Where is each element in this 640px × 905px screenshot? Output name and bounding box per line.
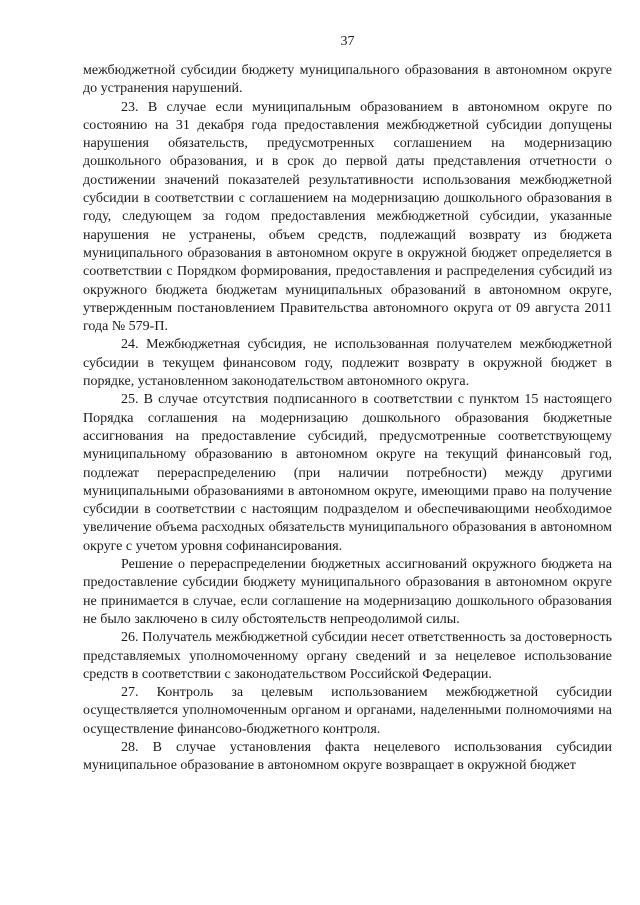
document-body	[83, 62, 612, 776]
paragraph-continuation: межбюджетной субсидии бюджету муниципального образования в автономном округе до устранения нарушений.	[83, 63, 612, 97]
paragraph-23: 23. В случае если муниципальным образованием в автономном округе по состоянию на 31 декабря года предоставления межбюджетной субсидии допущены нарушения обязательств, предусмотренных соглашением на модернизацию дошкольного образования, и в срок до первой даты представления отчетности о достижении значений показателей результативности использования межбюджетной субсидии в соответствии с соглашением на модернизацию дошкольного образования в году, следующем за годом предоставления межбюджетной субсидии, указанные нарушения не устранены, объем средств, подлежащий возврату из бюджета муниципального образования в автономном округе в окружной бюджет определяется в соответствии с Порядком формирования, предоставления и распределения субсидий из окружного бюджета бюджетам муниципальных образований в автономном округе, утвержденным постановлением Правительства автономного округа от 09 августа 2011 года № 579-П.	[83, 99, 612, 335]
page-number: 37	[340, 34, 355, 49]
paragraph-24: 24. Межбюджетная субсидия, не использованная получателем межбюджетной субсидии в текущем финансовом году, подлежит возврату в окружной бюджет в порядке, установленном законодательством автономного округа.	[83, 337, 612, 390]
paragraph-25-decision: Решение о перераспределении бюджетных ассигнований окружного бюджета на предоставление субсидии бюджету муниципального образования в автономном округе не принимается в случае, если соглашение на модернизацию дошкольного образования не было заключено в силу обстоятельств непреодолимой силы.	[83, 557, 612, 627]
paragraph-27: 27. Контроль за целевым использованием межбюджетной субсидии осуществляется уполномоченным органом и органами, наделенными полномочиями на осуществление финансово-бюджетного контроля.	[83, 685, 612, 737]
paragraph-28: 28. В случае установления факта нецелевого использования субсидии муниципальное образование в автономном округе возвращает в окружной бюджет	[83, 739, 612, 774]
paragraph-25: 25. В случае отсутствия подписанного в соответствии с пунктом 15 настоящего Порядка соглашения на модернизацию дошкольного образования бюджетные ассигнования на предоставление субсидий, предусмотренные соответствующему муниципальному образованию в автономном округе на текущий финансовый год, подлежат перераспределению (при наличии потребности) между другими муниципальными образованиями в автономном округе, имеющими право на получение субсидии в соответствии с настоящим подразделом и обеспечивающими необходимое увеличение объема расходных обязательств муниципального образования в автономном округе с учетом уровня софинансирования.	[83, 392, 612, 554]
paragraph-26: 26. Получатель межбюджетной субсидии несет ответственность за достоверность представляемых уполномоченному органу сведений и за нецелевое использование средств в соответствии с законодательством Российской Федерации.	[83, 630, 612, 682]
